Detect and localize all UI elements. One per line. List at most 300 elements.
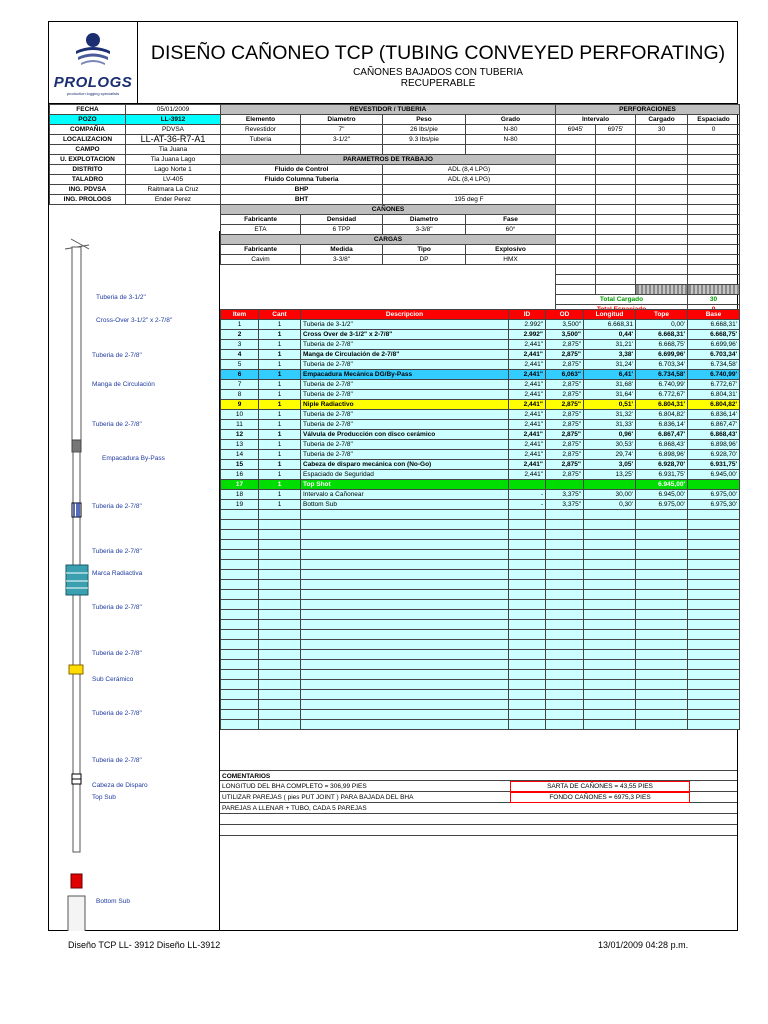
bha-item: 2: [221, 330, 259, 340]
bha-base: 6.898,96': [688, 440, 740, 450]
bha-od: 2,875": [546, 420, 584, 430]
param-value: ADL (8,4 LPG): [383, 165, 556, 175]
bha-base: 6.975,30': [688, 500, 740, 510]
perf-cell: [636, 235, 688, 245]
bha-item: 8: [221, 390, 259, 400]
col-tipo: Tipo: [383, 245, 466, 255]
perf-cell: [688, 135, 740, 145]
bha-id: [509, 480, 546, 490]
bha-tope: 0,00': [636, 320, 688, 330]
bha-cant: 1: [259, 420, 301, 430]
bha-tope: 6.699,96': [636, 350, 688, 360]
info-label: LOCALIZACION: [50, 135, 126, 145]
perf-cell: [688, 225, 740, 235]
perf-cell: [556, 275, 596, 285]
bha-empty-cell: [509, 720, 546, 730]
bha-empty-cell: [546, 570, 584, 580]
bha-desc: Tuberia de 2-7/8": [301, 380, 509, 390]
bha-empty-row: [221, 720, 740, 730]
bha-od: [546, 480, 584, 490]
perf-row: [556, 155, 740, 165]
info-value: LV-405: [126, 175, 221, 185]
bha-base: 6.804,31': [688, 390, 740, 400]
bha-empty-cell: [509, 550, 546, 560]
bha-empty-cell: [636, 720, 688, 730]
bha-empty-cell: [259, 720, 301, 730]
bha-empty-cell: [509, 680, 546, 690]
bha-tope: 6.668,31': [636, 330, 688, 340]
bha-desc: Tuberia de 2-7/8": [301, 440, 509, 450]
col-od: OD: [546, 310, 584, 320]
param-label: Fluido Columna Tuberia: [221, 175, 383, 185]
bha-empty-cell: [636, 630, 688, 640]
bha-od: 2,875": [546, 390, 584, 400]
col-diametro: Diametro: [383, 215, 466, 225]
bha-id: 2,441": [509, 410, 546, 420]
bha-empty-cell: [636, 660, 688, 670]
bha-empty-cell: [301, 710, 509, 720]
bha-empty-cell: [584, 610, 636, 620]
cargas-title: CARGAS: [221, 235, 556, 245]
bha-base: 6.975,00': [688, 490, 740, 500]
bha-empty-cell: [584, 580, 636, 590]
revestidor-cell: N-80: [466, 135, 556, 145]
bha-id: 2.992": [509, 320, 546, 330]
bha-desc: Bottom Sub: [301, 500, 509, 510]
bha-empty-cell: [221, 580, 259, 590]
perf-cell: [596, 175, 636, 185]
bha-longitud: 0,44': [584, 330, 636, 340]
bha-desc: Tuberia de 2-7/8": [301, 420, 509, 430]
perf-cell: [556, 265, 596, 275]
bha-cant: 1: [259, 490, 301, 500]
bha-id: 2,441": [509, 380, 546, 390]
bha-empty-cell: [584, 650, 636, 660]
bha-empty-row: [221, 710, 740, 720]
bha-empty-cell: [301, 610, 509, 620]
perf-row: [556, 235, 740, 245]
bha-item: 3: [221, 340, 259, 350]
perf-cell: [688, 215, 740, 225]
bha-empty-cell: [259, 640, 301, 650]
bha-empty-cell: [509, 570, 546, 580]
bha-desc: Top Shot: [301, 480, 509, 490]
perf-cell: [688, 165, 740, 175]
bha-empty-cell: [509, 610, 546, 620]
bha-tope: 6.867,47': [636, 430, 688, 440]
document-title: DISEÑO CAÑONEO TCP (TUBING CONVEYED PERFORATING): [150, 42, 726, 64]
bha-od: 2,875": [546, 440, 584, 450]
bha-desc: Espaciado de Seguridad: [301, 470, 509, 480]
bha-empty-cell: [636, 510, 688, 520]
bha-od: 3,500": [546, 320, 584, 330]
parametros-title: PARAMETROS DE TRABAJO: [221, 155, 556, 165]
bha-cant: 1: [259, 320, 301, 330]
perf-pattern-cell: [688, 285, 740, 295]
bha-empty-cell: [546, 690, 584, 700]
perf-cell: [636, 265, 688, 275]
info-value: Lago Norte 1: [126, 165, 221, 175]
bha-empty-cell: [301, 600, 509, 610]
bha-empty-cell: [688, 640, 740, 650]
col-peso: Peso: [383, 115, 466, 125]
bha-id: 2,441": [509, 370, 546, 380]
param-value: ADL (8,4 LPG): [383, 175, 556, 185]
bha-cant: 1: [259, 470, 301, 480]
bha-empty-cell: [584, 720, 636, 730]
info-label: COMPAÑIA: [50, 125, 126, 135]
diagram-label: Cabeza de Disparo: [92, 782, 148, 789]
bha-cant: 1: [259, 350, 301, 360]
bha-id: 2,441": [509, 470, 546, 480]
bha-row: [221, 370, 740, 380]
bha-tope: 6.928,70': [636, 460, 688, 470]
bha-item: 11: [221, 420, 259, 430]
bha-empty-cell: [636, 700, 688, 710]
bha-empty-cell: [688, 720, 740, 730]
cargado-value: 30: [636, 125, 688, 135]
perf-cell: [596, 205, 636, 215]
bha-empty-cell: [636, 710, 688, 720]
bha-empty-cell: [688, 660, 740, 670]
bha-item: 13: [221, 440, 259, 450]
col-tope: Tope: [636, 310, 688, 320]
bha-empty-cell: [259, 510, 301, 520]
info-value: Tia Juana Lago: [126, 155, 221, 165]
bha-empty-cell: [259, 570, 301, 580]
bha-longitud: 31,33': [584, 420, 636, 430]
bha-empty-cell: [688, 700, 740, 710]
bha-empty-cell: [688, 690, 740, 700]
bha-row: [221, 450, 740, 460]
perf-cell: [636, 155, 688, 165]
bha-empty-cell: [259, 670, 301, 680]
bha-id: -: [509, 500, 546, 510]
perf-cell: [636, 145, 688, 155]
perf-row: [556, 225, 740, 235]
info-value: Ender Perez: [126, 195, 221, 205]
bha-base: 6.868,43': [688, 430, 740, 440]
info-value: LL-3912: [126, 115, 221, 125]
bha-diagram: [49, 231, 220, 931]
diagram-label: Tuberia de 2-7/8": [92, 650, 142, 657]
bha-empty-cell: [221, 520, 259, 530]
perf-cell: [636, 255, 688, 265]
col-densidad: Densidad: [301, 215, 383, 225]
bha-tope: 6.703,34': [636, 360, 688, 370]
bha-empty-cell: [636, 610, 688, 620]
diagram-label: Tuberia de 2-7/8": [92, 503, 142, 510]
col-explosivo: Explosivo: [466, 245, 556, 255]
perf-cell: [636, 175, 688, 185]
bha-base: 6.928,70': [688, 450, 740, 460]
perf-cell: [636, 245, 688, 255]
bha-base: 6.668,75': [688, 330, 740, 340]
bha-empty-cell: [636, 580, 688, 590]
bha-item: 17: [221, 480, 259, 490]
perf-cell: [636, 215, 688, 225]
bha-empty-cell: [546, 580, 584, 590]
bha-empty-cell: [584, 570, 636, 580]
bha-empty-cell: [584, 540, 636, 550]
bha-od: 2,875": [546, 450, 584, 460]
perf-cell: [688, 155, 740, 165]
perf-cell: [556, 285, 596, 295]
info-row: [50, 135, 221, 145]
bha-empty-row: [221, 630, 740, 640]
bha-empty-cell: [301, 520, 509, 530]
bha-item: 18: [221, 490, 259, 500]
bha-empty-cell: [509, 580, 546, 590]
bha-longitud: 3,05': [584, 460, 636, 470]
bha-empty-cell: [546, 530, 584, 540]
bha-cant: 1: [259, 410, 301, 420]
diagram-label: Sub Cerámico: [92, 676, 134, 683]
bha-empty-cell: [301, 580, 509, 590]
bha-empty-cell: [546, 550, 584, 560]
info-label: FECHA: [50, 105, 126, 115]
bha-schematic: [49, 231, 219, 931]
well-info-table: [49, 104, 221, 205]
bha-cant: 1: [259, 390, 301, 400]
bha-empty-cell: [546, 710, 584, 720]
bha-longitud: [584, 480, 636, 490]
bha-row: [221, 490, 740, 500]
perf-cell: [556, 165, 596, 175]
info-label: POZO: [50, 115, 126, 125]
comment-line: LONGITUD DEL BHA COMPLETO = 306,99 PIES: [220, 781, 737, 792]
bha-empty-cell: [301, 570, 509, 580]
bha-empty-cell: [688, 580, 740, 590]
bha-base: 6.668,31': [688, 320, 740, 330]
bha-empty-cell: [509, 620, 546, 630]
bha-empty-cell: [584, 670, 636, 680]
bha-cant: 1: [259, 460, 301, 470]
bha-base: 6.740,99': [688, 370, 740, 380]
bha-empty-cell: [636, 670, 688, 680]
bha-empty-cell: [259, 620, 301, 630]
bha-id: 2,441": [509, 390, 546, 400]
bha-empty-cell: [688, 670, 740, 680]
bha-empty-cell: [688, 570, 740, 580]
bha-empty-cell: [221, 710, 259, 720]
bha-empty-cell: [688, 520, 740, 530]
bha-empty-cell: [636, 600, 688, 610]
intervalo-to: 6975': [596, 125, 636, 135]
perf-cell: [596, 195, 636, 205]
bha-cant: 1: [259, 400, 301, 410]
bha-tope: 6.740,99': [636, 380, 688, 390]
bha-tope: 6.804,31': [636, 400, 688, 410]
bha-row: [221, 360, 740, 370]
col-fabricante: Fabricante: [221, 215, 301, 225]
perf-cell: [556, 215, 596, 225]
bha-od: 2,875": [546, 350, 584, 360]
perf-cell: [688, 175, 740, 185]
bha-item: 4: [221, 350, 259, 360]
perforaciones-table: [555, 104, 740, 315]
col-intervalo: Intervalo: [556, 115, 636, 125]
perf-pattern-cell: [636, 285, 688, 295]
bha-empty-cell: [546, 680, 584, 690]
comment-line: UTILIZAR PAREJAS ( pies PUT JOINT ) PARA BAJADA DEL BHA: [220, 792, 737, 803]
col-elemento: Elemento: [221, 115, 301, 125]
bha-empty-cell: [221, 650, 259, 660]
param-label: BHP: [221, 185, 383, 195]
revestidor-cell: Tuberia: [221, 135, 301, 145]
bha-cant: 1: [259, 380, 301, 390]
bha-desc: Niple Radiactivo: [301, 400, 509, 410]
perf-cell: [556, 185, 596, 195]
bha-base: [688, 480, 740, 490]
bha-od: 6,063": [546, 370, 584, 380]
bha-empty-cell: [259, 600, 301, 610]
bha-empty-cell: [221, 700, 259, 710]
perf-row: [556, 175, 740, 185]
perf-cell: [556, 175, 596, 185]
col-fase: Fase: [466, 215, 556, 225]
bha-desc: Tuberia de 2-7/8": [301, 360, 509, 370]
bha-tope: 6.668,75': [636, 340, 688, 350]
bha-id: 2,441": [509, 350, 546, 360]
diagram-label: Bottom Sub: [96, 898, 130, 905]
bha-item: 6: [221, 370, 259, 380]
param-value: [383, 185, 556, 195]
bha-od: 2,875": [546, 360, 584, 370]
info-label: TALADRO: [50, 175, 126, 185]
bha-empty-cell: [546, 640, 584, 650]
bha-od: 3,500": [546, 330, 584, 340]
perf-cell: [596, 225, 636, 235]
perf-row: [556, 285, 740, 295]
col-cargado: Cargado: [636, 115, 688, 125]
bha-empty-cell: [636, 590, 688, 600]
bha-empty-cell: [688, 710, 740, 720]
col-base: Base: [688, 310, 740, 320]
bha-row: [221, 480, 740, 490]
diagram-label: Tuberia de 2-7/8": [92, 710, 142, 717]
cargas-cell: HMX: [466, 255, 556, 265]
perf-row: [556, 255, 740, 265]
bha-empty-cell: [584, 550, 636, 560]
intervalo-from: 6945': [556, 125, 596, 135]
bha-tope: 6.975,00': [636, 500, 688, 510]
bha-longitud: 13,25': [584, 470, 636, 480]
bha-empty-cell: [221, 640, 259, 650]
bha-tope: 6.945,00': [636, 490, 688, 500]
bha-row: [221, 390, 740, 400]
bha-base: 6.699,96': [688, 340, 740, 350]
bha-empty-cell: [584, 700, 636, 710]
revestidor-cell: 9.3 lbs/pie: [383, 135, 466, 145]
bha-empty-cell: [221, 570, 259, 580]
bha-empty-cell: [636, 570, 688, 580]
bha-empty-cell: [221, 720, 259, 730]
bha-empty-cell: [546, 610, 584, 620]
bha-desc: Tuberia de 2-7/8": [301, 390, 509, 400]
sarta-canones-box: SARTA DE CAÑONES = 43,55 PIES: [510, 781, 690, 792]
bha-empty-cell: [546, 590, 584, 600]
bha-empty-cell: [259, 680, 301, 690]
bha-empty-cell: [301, 510, 509, 520]
bha-od: 2,875": [546, 400, 584, 410]
bha-empty-row: [221, 660, 740, 670]
perf-cell: [556, 145, 596, 155]
bha-empty-cell: [688, 560, 740, 570]
bha-empty-cell: [636, 540, 688, 550]
bha-empty-row: [221, 570, 740, 580]
bha-empty-cell: [221, 600, 259, 610]
bha-longitud: 31,64': [584, 390, 636, 400]
bha-empty-cell: [259, 610, 301, 620]
bha-empty-cell: [259, 560, 301, 570]
bha-row: [221, 330, 740, 340]
bha-empty-cell: [301, 660, 509, 670]
perf-cell: [556, 135, 596, 145]
info-row: [50, 195, 221, 205]
param-label: Fluido de Control: [221, 165, 383, 175]
logo-tagline: production logging specialists: [66, 91, 120, 96]
info-row: [50, 155, 221, 165]
bha-empty-cell: [636, 560, 688, 570]
bha-longitud: 31,32': [584, 410, 636, 420]
bha-empty-cell: [546, 510, 584, 520]
bha-empty-cell: [221, 510, 259, 520]
info-value: 05/01/2009: [126, 105, 221, 115]
info-value: PDVSA: [126, 125, 221, 135]
bha-empty-cell: [221, 660, 259, 670]
perf-row: [556, 275, 740, 285]
perf-row: [556, 295, 740, 305]
footer-file-name: Diseño TCP LL- 3912 Diseño LL-3912: [68, 940, 221, 950]
bha-longitud: 6.668,31: [584, 320, 636, 330]
bha-empty-cell: [259, 580, 301, 590]
revestidor-cell: Revestidor: [221, 125, 301, 135]
bha-empty-cell: [688, 610, 740, 620]
bha-empty-cell: [584, 510, 636, 520]
bha-empty-cell: [546, 660, 584, 670]
info-value: Tia Juana: [126, 145, 221, 155]
bha-empty-cell: [301, 690, 509, 700]
comment-line-empty: [220, 814, 737, 825]
bha-cant: 1: [259, 440, 301, 450]
bha-cant: 1: [259, 330, 301, 340]
bha-empty-cell: [584, 600, 636, 610]
bha-empty-row: [221, 510, 740, 520]
perf-cell: [688, 265, 740, 275]
perf-cell: [596, 275, 636, 285]
info-row: [50, 165, 221, 175]
bha-empty-cell: [584, 530, 636, 540]
bha-empty-cell: [584, 630, 636, 640]
bha-longitud: 31,24': [584, 360, 636, 370]
bha-empty-cell: [688, 550, 740, 560]
info-label: ING. PDVSA: [50, 185, 126, 195]
bha-empty-cell: [546, 600, 584, 610]
bha-longitud: 31,68': [584, 380, 636, 390]
perf-cell: [596, 265, 636, 275]
bha-empty-cell: [221, 620, 259, 630]
perf-cell: [688, 275, 740, 285]
bha-empty-cell: [221, 560, 259, 570]
bha-tope: 6.734,58': [636, 370, 688, 380]
bha-longitud: 0,96': [584, 430, 636, 440]
bha-longitud: 6,41': [584, 370, 636, 380]
bha-empty-row: [221, 610, 740, 620]
perf-cell: [596, 215, 636, 225]
canones-cell: 60°: [466, 225, 556, 235]
bha-empty-cell: [259, 650, 301, 660]
